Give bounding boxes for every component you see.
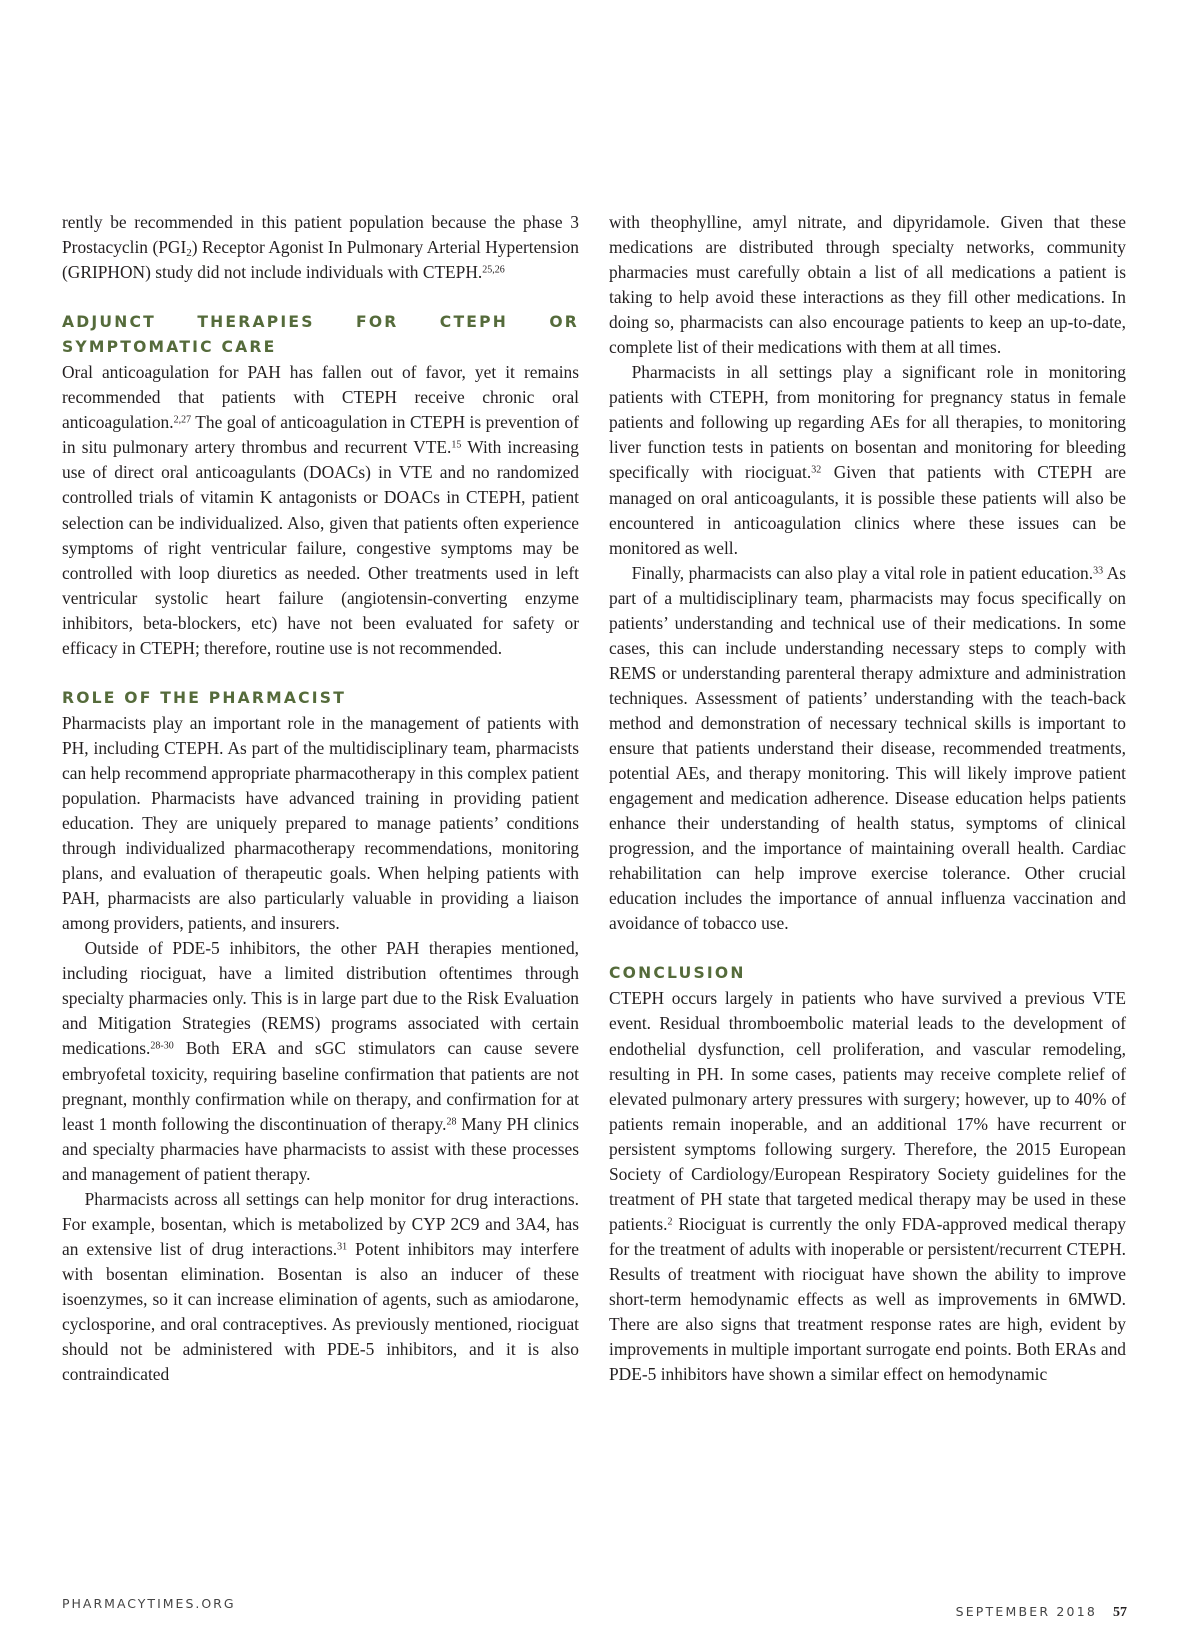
text-span: Pharmacists in all settings play a significant role in monitoring patients with CTEPH, from monitoring for pregnancy status in female patients and following up regarding AEs for all therapies, to monitoring liver function tests in patients on bosentan and monitoring for bleeding specifically with riociguat.	[609, 362, 1126, 483]
text-span: Pharmacists across all settings can help monitor for drug interactions. For example, bosentan, which is metabolized by CYP 2C9 and 3A4, has an extensive list of drug interactions.	[62, 1188, 579, 1259]
citation-superscript: 2	[667, 1216, 673, 1228]
conclusion-paragraph	[609, 986, 1126, 1387]
text-span: As part of a multidisciplinary team, pharmacists may focus specifically on patients’ understanding and technical use of their medications. In some cases, this can include understanding necessary steps to comply with REMS or understanding parenteral therapy admixture and administration techniques. Assessment of patients’ understanding with the teach-back method and demonstration of necessary technical skills is important to ensure that patients understand their disease, recommended treatments, potential AEs, and therapy monitoring. This will likely improve patient engagement and medication adherence. Disease education helps patients enhance their understanding of health status, symptoms of clinical progression, and the importance of maintaining overall health. Cardiac rehabilitation can help improve exercise tolerance. Other crucial education includes the importance of annual influenza vaccination and avoidance of tobacco use.	[609, 562, 1126, 934]
text-span: Potent inhibitors may interfere with bosentan elimination. Bosentan is also an inducer of these isoenzymes, so it can increase elimination of agents, such as amiodarone, cyclosporine, and oral contraceptives. As previously mentioned, riociguat should not be administered with PDE-5 inhibitors, and it is also contraindicated	[62, 1238, 579, 1385]
citation-superscript: 33	[1093, 565, 1104, 577]
section-gap	[62, 285, 579, 310]
footer-date: SEPTEMBER 2018	[955, 1604, 1097, 1619]
citation-superscript: 32	[811, 464, 822, 476]
footer-site-url: PHARMACYTIMES.ORG	[62, 1596, 236, 1611]
text-span: Many PH clinics and specialty pharmacies have pharmacists to assist with these processes and management of patient therapy.	[62, 1113, 579, 1184]
role-paragraph: Pharmacists play an important role in the management of patients with PH, including CTEPH. As part of the multidisciplinary team, pharmacists can help recommend appropriate pharmacotherapy in this complex patient population. Pharmacists have advanced training in providing patient education. They are uniquely prepared to manage patients’ conditions through individualized pharmacotherapy recommendations, monitoring plans, and evaluation of therapeutic goals. When helping patients with PAH, pharmacists are also particularly valuable in providing a liaison among providers, patients, and insurers.	[62, 712, 579, 934]
left-column	[62, 210, 579, 1387]
text-span: The goal of anticoagulation in CTEPH is prevention of in situ pulmonary artery thrombus and recurrent VTE.	[62, 412, 579, 458]
text-span: Oral anticoagulation for PAH has fallen out of favor, yet it remains recommended that patients with CTEPH receive chronic oral anticoagulation.	[62, 362, 579, 433]
monitoring-paragraph	[609, 360, 1126, 560]
citation-superscript: 28-30	[150, 1040, 174, 1052]
text-span: CTEPH occurs largely in patients who have survived a previous VTE event. Residual thromboembolic material leads to the development of endothelial dysfunction, cell proliferation, and vascular remodeling, resulting in PH. In some cases, patients may receive complete relief of elevated pulmonary artery pressures with surgery; however, up to 40% of patients remain inoperable, and an additional 17% have recurrent or persistent symptoms following surgery. Therefore, the 2015 European Society of Cardiology/European Respiratory Society guidelines for the treatment of PH state that targeted medical therapy may be used in these patients.	[609, 988, 1126, 1234]
continued-paragraph: with theophylline, amyl nitrate, and dipyridamole. Given that these medications are distributed through specialty networks, community pharmacies must carefully obtain a list of all medications a patient is taking to help avoid these interactions as they fill other medications. In doing so, pharmacists can also encourage patients to keep an up-to-date, complete list of their medications with them at all times.	[609, 212, 1126, 358]
intro-paragraph	[62, 210, 579, 285]
education-paragraph	[609, 561, 1126, 937]
text-span: rently be recommended in this patient population because the phase 3 Prostacyclin (PGI	[62, 212, 579, 258]
section-gap	[62, 661, 579, 686]
page-number: 57	[1113, 1605, 1127, 1620]
citation-superscript: 2,27	[173, 414, 192, 426]
text-span: Outside of PDE-5 inhibitors, the other PAH therapies mentioned, including riociguat, have a limited distribution oftentimes through specialty pharmacies only. This is in large part due to the Risk Evaluation and Mitigation Strategies (REMS) programs associated with certain medications.	[62, 938, 579, 1059]
citation-superscript: 25,26	[482, 264, 505, 276]
footer-issue	[956, 1604, 1127, 1621]
text-span: Finally, pharmacists can also play a vital role in patient education.	[631, 562, 1094, 583]
right-column	[609, 210, 1126, 1387]
text-span: Given that patients with CTEPH are managed on oral anticoagulants, it is possible these patients will also be encountered in anticoagulation clinics where these issues can be monitored as well.	[609, 462, 1127, 558]
adjunct-paragraph	[62, 360, 579, 661]
citation-superscript: 31	[337, 1241, 348, 1253]
outside-paragraph	[62, 936, 579, 1186]
citation-superscript: 15	[451, 439, 462, 451]
text-span: ) Receptor Agonist In Pulmonary Arterial Hypertension (GRIPHON) study did not include individuals with CTEPH.	[62, 237, 579, 283]
heading-conclusion: CONCLUSION	[609, 964, 746, 983]
text-span: Both ERA and sGC stimulators can cause severe embryofetal toxicity, requiring baseline confirmation that patients are not pregnant, monthly confirmation while on therapy, and confirmation for at least 1 month following the discontinuation of therapy.	[62, 1038, 579, 1134]
text-span: Riociguat is currently the only FDA-approved medical therapy for the treatment of adults with inoperable or persistent/recurrent CTEPH. Results of treatment with riociguat have shown the ability to improve short-term hemodynamic effects as well as improvements in 6MWD. There are also signs that treatment response rates are high, evident by improvements in multiple important surrogate end points. Both ERAs and PDE-5 inhibitors have shown a similar effect on hemodynamic	[609, 1213, 1126, 1385]
section-gap	[609, 936, 1126, 961]
heading-adjunct-therapies: ADJUNCT THERAPIES FOR CTEPH OR SYMPTOMATIC CARE	[62, 313, 579, 357]
subscript: 2	[186, 246, 192, 259]
text-span: With increasing use of direct oral anticoagulants (DOACs) in VTE and no randomized controlled trials of vitamin K antagonists or DOACs in CTEPH, patient selection can be individualized. Also, given that patients often experience symptoms of right ventricular failure, congestive symptoms may be controlled with loop diuretics as needed. Other treatments used in left ventricular systolic heart failure (angiotensin-converting enzyme inhibitors, beta-blockers, etc) have not been evaluated for safety or efficacy in CTEPH; therefore, routine use is not recommended.	[62, 437, 579, 658]
heading-role-of-pharmacist: ROLE OF THE PHARMACIST	[62, 688, 347, 707]
citation-superscript: 28	[446, 1116, 457, 1128]
drug-interactions-paragraph	[62, 1187, 579, 1387]
